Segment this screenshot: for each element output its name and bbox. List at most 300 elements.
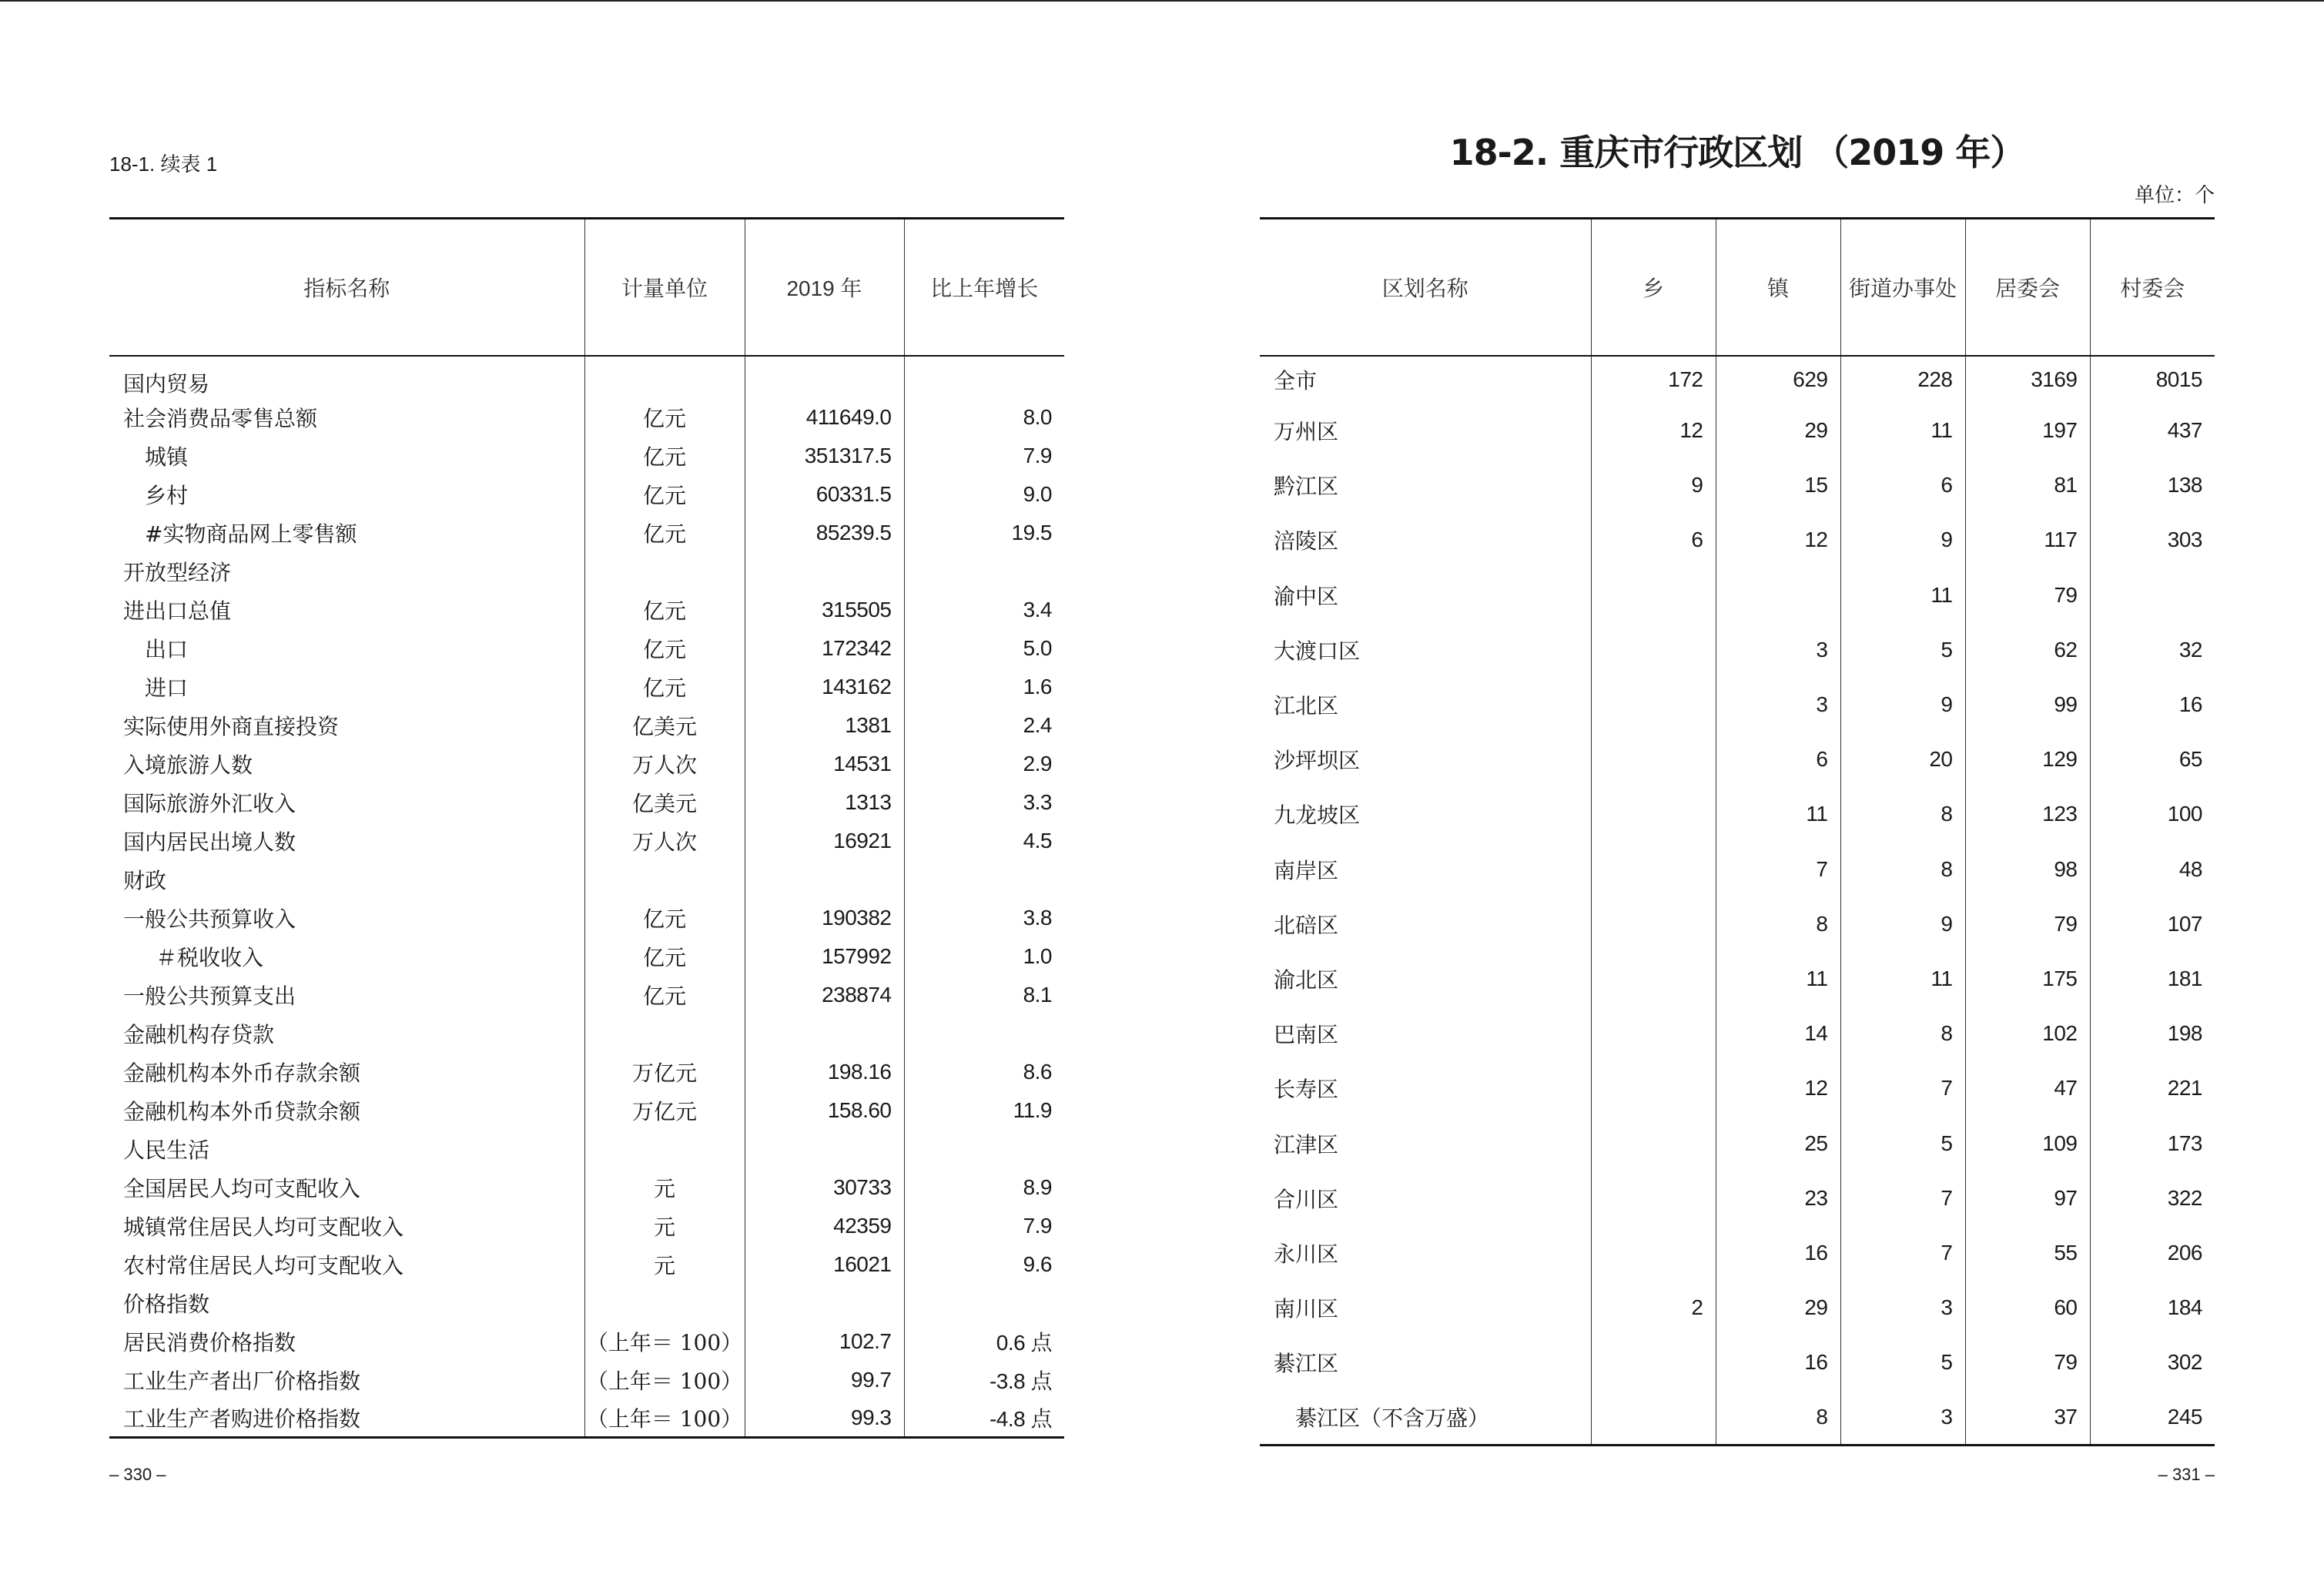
unit-cell: 亿元 <box>584 437 745 475</box>
town-cell: 11 <box>1716 787 1840 842</box>
subdistrict-cell: 11 <box>1840 404 1965 458</box>
table-row <box>109 1207 1064 1245</box>
unit-cell <box>584 356 745 398</box>
table-row <box>109 1168 1064 1207</box>
town-cell: 3 <box>1716 622 1840 677</box>
indicator-name-cell: 农村常住居民人均可支配收入 <box>123 1252 404 1278</box>
unit-cell: 亿元 <box>584 937 745 976</box>
value-cell: 16021 <box>745 1245 904 1284</box>
subdistrict-cell: 9 <box>1840 677 1965 732</box>
indicator-name-cell: 一般公共预算收入 <box>123 906 296 932</box>
growth-cell: 11.9 <box>904 1091 1064 1130</box>
table-row <box>109 475 1064 514</box>
table-row <box>1260 356 2215 404</box>
town-cell: 12 <box>1716 513 1840 568</box>
indicator-name-cell: 国内居民出境人数 <box>123 829 296 855</box>
growth-cell: 7.9 <box>904 437 1064 475</box>
township-cell <box>1591 1335 1716 1390</box>
residents-committee-cell: 37 <box>1965 1390 2090 1445</box>
unit-cell <box>584 1284 745 1322</box>
district-name-cell: 江津区 <box>1274 1131 1339 1157</box>
value-cell: 143162 <box>745 668 904 706</box>
unit-cell <box>584 1014 745 1053</box>
value-cell: 30733 <box>745 1168 904 1207</box>
subdistrict-cell: 5 <box>1840 622 1965 677</box>
town-cell: 8 <box>1716 1390 1840 1445</box>
growth-cell: 3.8 <box>904 899 1064 937</box>
table-row <box>109 629 1064 668</box>
table-continuation-label: 18-1. 续表 1 <box>109 152 218 176</box>
unit-cell: 元 <box>584 1168 745 1207</box>
table-row <box>109 860 1064 899</box>
growth-cell: 9.0 <box>904 475 1064 514</box>
value-cell <box>745 552 904 591</box>
township-cell <box>1591 732 1716 787</box>
indicator-name-cell: 国际旅游外汇收入 <box>123 790 296 816</box>
value-cell: 198.16 <box>745 1053 904 1091</box>
value-cell <box>745 1284 904 1322</box>
district-name-cell: 南岸区 <box>1274 857 1339 883</box>
table-row <box>1260 1281 2215 1335</box>
unit-cell: 万亿元 <box>584 1053 745 1091</box>
table-row <box>109 706 1064 745</box>
unit-cell: 亿元 <box>584 976 745 1014</box>
value-cell: 14531 <box>745 745 904 783</box>
village-committee-cell: 100 <box>2090 787 2215 842</box>
growth-cell <box>904 1284 1064 1322</box>
township-cell: 172 <box>1591 356 1716 404</box>
table-header-row <box>109 219 1064 356</box>
growth-cell <box>904 860 1064 899</box>
unit-cell <box>584 552 745 591</box>
subdistrict-cell: 228 <box>1840 356 1965 404</box>
table-row <box>109 1053 1064 1091</box>
table-row <box>1260 1061 2215 1116</box>
right-page <box>1260 0 2215 1588</box>
village-committee-cell: 138 <box>2090 458 2215 513</box>
subdistrict-cell: 7 <box>1840 1061 1965 1116</box>
subdistrict-cell: 3 <box>1840 1390 1965 1445</box>
table-row <box>109 783 1064 822</box>
residents-committee-cell: 123 <box>1965 787 2090 842</box>
village-committee-cell: 184 <box>2090 1281 2215 1335</box>
table-row <box>1260 1007 2215 1061</box>
growth-cell: 8.6 <box>904 1053 1064 1091</box>
growth-cell: 3.4 <box>904 591 1064 629</box>
residents-committee-cell: 175 <box>1965 951 2090 1006</box>
value-cell: 238874 <box>745 976 904 1014</box>
header-unit: 计量单位 <box>584 219 745 356</box>
district-name-cell: 九龙坡区 <box>1274 802 1361 829</box>
indicator-name-cell: ＃税收收入 <box>156 944 264 970</box>
header-indicator-name: 指标名称 <box>109 219 584 356</box>
residents-committee-cell: 79 <box>1965 896 2090 951</box>
growth-cell <box>904 552 1064 591</box>
district-table <box>1260 217 2215 1446</box>
unit-cell: （上年＝ 100） <box>584 1361 745 1399</box>
table-row <box>1260 842 2215 896</box>
unit-cell: 亿元 <box>584 629 745 668</box>
value-cell: 99.3 <box>745 1399 904 1438</box>
table-row <box>1260 513 2215 568</box>
district-name-cell: 南川区 <box>1274 1296 1339 1322</box>
header-growth: 比上年增长 <box>904 219 1064 356</box>
subdistrict-cell: 8 <box>1840 787 1965 842</box>
table-row <box>109 822 1064 860</box>
value-cell: 157992 <box>745 937 904 976</box>
village-committee-cell: 8015 <box>2090 356 2215 404</box>
unit-cell: 元 <box>584 1245 745 1284</box>
header-year-value: 2019 年 <box>745 219 904 356</box>
value-cell: 99.7 <box>745 1361 904 1399</box>
table-row <box>109 745 1064 783</box>
residents-committee-cell: 97 <box>1965 1171 2090 1225</box>
table-row <box>109 514 1064 552</box>
value-cell <box>745 356 904 398</box>
growth-cell: 5.0 <box>904 629 1064 668</box>
town-cell: 16 <box>1716 1335 1840 1390</box>
value-cell: 102.7 <box>745 1322 904 1361</box>
village-committee-cell: 181 <box>2090 951 2215 1006</box>
page-number-left: – 330 – <box>109 1465 166 1484</box>
district-name-cell: 綦江区（不含万盛） <box>1260 1390 1591 1445</box>
table-row <box>109 1399 1064 1438</box>
village-committee-cell: 322 <box>2090 1171 2215 1225</box>
growth-cell: 3.3 <box>904 783 1064 822</box>
header-district-name: 区划名称 <box>1260 219 1591 356</box>
table-row <box>109 1091 1064 1130</box>
table-row <box>109 1284 1064 1322</box>
table-row <box>109 398 1064 437</box>
district-name-cell: 万州区 <box>1274 419 1339 445</box>
subdistrict-cell: 9 <box>1840 896 1965 951</box>
table-row <box>109 1322 1064 1361</box>
district-name-cell: 巴南区 <box>1274 1022 1339 1048</box>
growth-cell: -3.8 点 <box>904 1361 1064 1399</box>
township-cell <box>1591 787 1716 842</box>
table-row <box>109 899 1064 937</box>
unit-cell: 亿元 <box>584 668 745 706</box>
unit-cell: （上年＝ 100） <box>584 1399 745 1438</box>
subdistrict-cell: 8 <box>1840 842 1965 896</box>
subdistrict-cell: 3 <box>1840 1281 1965 1335</box>
township-cell <box>1591 1171 1716 1225</box>
value-cell: 158.60 <box>745 1091 904 1130</box>
village-committee-cell: 65 <box>2090 732 2215 787</box>
township-cell <box>1591 568 1716 622</box>
residents-committee-cell: 47 <box>1965 1061 2090 1116</box>
growth-cell: 2.9 <box>904 745 1064 783</box>
district-name-cell: 沙坪坝区 <box>1274 748 1361 774</box>
district-name-cell: 合川区 <box>1274 1186 1339 1212</box>
residents-committee-cell: 117 <box>1965 513 2090 568</box>
table-row <box>1260 622 2215 677</box>
subdistrict-cell: 8 <box>1840 1007 1965 1061</box>
table-row <box>109 668 1064 706</box>
table-row <box>1260 1390 2215 1445</box>
township-cell <box>1591 1007 1716 1061</box>
growth-cell <box>904 1014 1064 1053</box>
township-cell: 2 <box>1591 1281 1716 1335</box>
village-committee-cell: 302 <box>2090 1335 2215 1390</box>
village-committee-cell <box>2090 568 2215 622</box>
residents-committee-cell: 62 <box>1965 622 2090 677</box>
table-row <box>1260 677 2215 732</box>
table-row <box>109 552 1064 591</box>
village-committee-cell: 303 <box>2090 513 2215 568</box>
residents-committee-cell: 79 <box>1965 568 2090 622</box>
value-cell: 172342 <box>745 629 904 668</box>
table-row <box>109 1361 1064 1399</box>
indicator-name-cell: 财政 <box>123 867 167 893</box>
table-row <box>1260 1335 2215 1390</box>
village-committee-cell: 198 <box>2090 1007 2215 1061</box>
township-cell <box>1591 842 1716 896</box>
header-subdistrict-office: 街道办事处 <box>1840 219 1965 356</box>
residents-committee-cell: 99 <box>1965 677 2090 732</box>
township-cell <box>1591 622 1716 677</box>
subdistrict-cell: 11 <box>1840 568 1965 622</box>
subdistrict-cell: 7 <box>1840 1225 1965 1280</box>
table-row <box>1260 1225 2215 1280</box>
left-page <box>109 0 1064 1588</box>
indicator-name-cell: #实物商品网上零售额 <box>145 521 357 547</box>
indicator-name-cell: 全国居民人均可支配收入 <box>123 1175 361 1201</box>
value-cell: 411649.0 <box>745 398 904 437</box>
district-name-cell: 长寿区 <box>1274 1077 1339 1103</box>
town-cell: 29 <box>1716 404 1840 458</box>
indicator-name-cell: 金融机构存贷款 <box>123 1021 275 1047</box>
town-cell: 8 <box>1716 896 1840 951</box>
town-cell: 629 <box>1716 356 1840 404</box>
township-cell <box>1591 1061 1716 1116</box>
growth-cell: 8.9 <box>904 1168 1064 1207</box>
page-title: 18-2. 重庆市行政区划 （2019 年） <box>1449 132 2025 173</box>
township-cell <box>1591 1225 1716 1280</box>
growth-cell: 1.0 <box>904 937 1064 976</box>
village-committee-cell: 245 <box>2090 1390 2215 1445</box>
value-cell: 60331.5 <box>745 475 904 514</box>
township-cell <box>1591 1116 1716 1171</box>
value-cell: 315505 <box>745 591 904 629</box>
unit-cell: 亿美元 <box>584 783 745 822</box>
town-cell <box>1716 568 1840 622</box>
indicator-name-cell: 实际使用外商直接投资 <box>123 713 340 739</box>
value-cell: 85239.5 <box>745 514 904 552</box>
unit-cell: 亿美元 <box>584 706 745 745</box>
indicator-name-cell: 工业生产者购进价格指数 <box>109 1399 584 1438</box>
residents-committee-cell: 81 <box>1965 458 2090 513</box>
value-cell <box>745 1130 904 1168</box>
residents-committee-cell: 129 <box>1965 732 2090 787</box>
unit-cell: 亿元 <box>584 398 745 437</box>
residents-committee-cell: 60 <box>1965 1281 2090 1335</box>
indicator-name-cell: 出口 <box>145 636 189 662</box>
header-residents-committee: 居委会 <box>1965 219 2090 356</box>
growth-cell: 7.9 <box>904 1207 1064 1245</box>
value-cell <box>745 860 904 899</box>
unit-cell: 亿元 <box>584 475 745 514</box>
header-village-committee: 村委会 <box>2090 219 2215 356</box>
subdistrict-cell: 5 <box>1840 1335 1965 1390</box>
town-cell: 11 <box>1716 951 1840 1006</box>
table-row <box>109 437 1064 475</box>
header-town: 镇 <box>1716 219 1840 356</box>
table-row <box>1260 1116 2215 1171</box>
district-name-cell: 永川区 <box>1274 1241 1339 1267</box>
town-cell: 12 <box>1716 1061 1840 1116</box>
indicator-name-cell: 乡村 <box>145 482 189 508</box>
indicator-name-cell: 金融机构本外币存款余额 <box>123 1060 361 1086</box>
growth-cell: 2.4 <box>904 706 1064 745</box>
value-cell: 1313 <box>745 783 904 822</box>
growth-cell: -4.8 点 <box>904 1399 1064 1438</box>
table-row <box>1260 568 2215 622</box>
unit-cell: （上年＝ 100） <box>584 1322 745 1361</box>
district-name-cell: 渝中区 <box>1274 583 1339 609</box>
growth-cell <box>904 356 1064 398</box>
township-cell: 6 <box>1591 513 1716 568</box>
page-number-right: – 331 – <box>2158 1465 2215 1484</box>
district-name-cell: 大渡口区 <box>1274 638 1361 664</box>
growth-cell <box>904 1130 1064 1168</box>
residents-committee-cell: 109 <box>1965 1116 2090 1171</box>
village-committee-cell: 107 <box>2090 896 2215 951</box>
district-name-cell: 綦江区 <box>1274 1351 1339 1377</box>
indicator-name-cell: 进出口总值 <box>123 598 232 624</box>
district-name-cell: 全市 <box>1274 368 1318 394</box>
residents-committee-cell: 79 <box>1965 1335 2090 1390</box>
table-header-row <box>1260 219 2215 356</box>
unit-cell: 万亿元 <box>584 1091 745 1130</box>
town-cell: 3 <box>1716 677 1840 732</box>
village-committee-cell: 206 <box>2090 1225 2215 1280</box>
indicator-name-cell: 进口 <box>145 675 189 701</box>
growth-cell: 1.6 <box>904 668 1064 706</box>
indicator-name-cell: 城镇 <box>145 444 189 470</box>
value-cell: 1381 <box>745 706 904 745</box>
unit-cell: 万人次 <box>584 745 745 783</box>
table-row <box>109 1130 1064 1168</box>
value-cell: 351317.5 <box>745 437 904 475</box>
residents-committee-cell: 98 <box>1965 842 2090 896</box>
indicator-name-cell: 开放型经济 <box>123 559 232 585</box>
indicator-name-cell: 城镇常住居民人均可支配收入 <box>123 1214 404 1240</box>
table-row <box>109 591 1064 629</box>
residents-committee-cell: 55 <box>1965 1225 2090 1280</box>
district-name-cell: 北碚区 <box>1274 912 1339 938</box>
unit-cell: 元 <box>584 1207 745 1245</box>
township-cell <box>1591 1390 1716 1445</box>
growth-cell: 0.6 点 <box>904 1322 1064 1361</box>
indicator-name-cell: 工业生产者出厂价格指数 <box>123 1368 361 1394</box>
table-row <box>109 976 1064 1014</box>
township-cell: 12 <box>1591 404 1716 458</box>
village-committee-cell: 437 <box>2090 404 2215 458</box>
unit-cell: 万人次 <box>584 822 745 860</box>
table-row <box>1260 458 2215 513</box>
value-cell: 190382 <box>745 899 904 937</box>
township-cell <box>1591 896 1716 951</box>
table-row <box>109 1014 1064 1053</box>
village-committee-cell: 32 <box>2090 622 2215 677</box>
table-row <box>1260 787 2215 842</box>
indicator-name-cell: 人民生活 <box>123 1137 210 1163</box>
township-cell <box>1591 677 1716 732</box>
growth-cell: 4.5 <box>904 822 1064 860</box>
indicator-table <box>109 217 1064 1439</box>
district-name-cell: 渝北区 <box>1274 967 1339 993</box>
subdistrict-cell: 5 <box>1840 1116 1965 1171</box>
town-cell: 25 <box>1716 1116 1840 1171</box>
subdistrict-cell: 7 <box>1840 1171 1965 1225</box>
growth-cell: 19.5 <box>904 514 1064 552</box>
table-row <box>1260 896 2215 951</box>
indicator-name-cell: 一般公共预算支出 <box>123 983 296 1009</box>
unit-cell: 亿元 <box>584 514 745 552</box>
town-cell: 29 <box>1716 1281 1840 1335</box>
growth-cell: 8.0 <box>904 398 1064 437</box>
town-cell: 14 <box>1716 1007 1840 1061</box>
table-row <box>109 1245 1064 1284</box>
table-row <box>1260 951 2215 1006</box>
indicator-name-cell: 国内贸易 <box>123 370 210 397</box>
unit-label: 单位：个 <box>2134 184 2215 207</box>
indicator-name-cell: 金融机构本外币贷款余额 <box>123 1098 361 1124</box>
village-committee-cell: 48 <box>2090 842 2215 896</box>
table-row <box>109 937 1064 976</box>
residents-committee-cell: 197 <box>1965 404 2090 458</box>
table-row <box>109 356 1064 398</box>
indicator-name-cell: 入境旅游人数 <box>123 752 253 778</box>
table-row <box>1260 404 2215 458</box>
unit-cell: 亿元 <box>584 591 745 629</box>
subdistrict-cell: 20 <box>1840 732 1965 787</box>
residents-committee-cell: 102 <box>1965 1007 2090 1061</box>
town-cell: 23 <box>1716 1171 1840 1225</box>
village-committee-cell: 221 <box>2090 1061 2215 1116</box>
unit-cell <box>584 1130 745 1168</box>
value-cell: 16921 <box>745 822 904 860</box>
indicator-name-cell: 价格指数 <box>123 1291 210 1317</box>
district-name-cell: 涪陵区 <box>1274 528 1339 554</box>
town-cell: 6 <box>1716 732 1840 787</box>
town-cell: 16 <box>1716 1225 1840 1280</box>
residents-committee-cell: 3169 <box>1965 356 2090 404</box>
value-cell: 42359 <box>745 1207 904 1245</box>
indicator-name-cell: 社会消费品零售总额 <box>123 405 318 431</box>
growth-cell: 9.6 <box>904 1245 1064 1284</box>
unit-cell: 亿元 <box>584 899 745 937</box>
header-township: 乡 <box>1591 219 1716 356</box>
township-cell: 9 <box>1591 458 1716 513</box>
unit-cell <box>584 860 745 899</box>
subdistrict-cell: 11 <box>1840 951 1965 1006</box>
subdistrict-cell: 6 <box>1840 458 1965 513</box>
table-row <box>1260 1171 2215 1225</box>
table-row <box>1260 732 2215 787</box>
town-cell: 15 <box>1716 458 1840 513</box>
value-cell <box>745 1014 904 1053</box>
township-cell <box>1591 951 1716 1006</box>
growth-cell: 8.1 <box>904 976 1064 1014</box>
village-committee-cell: 16 <box>2090 677 2215 732</box>
village-committee-cell: 173 <box>2090 1116 2215 1171</box>
indicator-name-cell: 居民消费价格指数 <box>123 1329 296 1355</box>
subdistrict-cell: 9 <box>1840 513 1965 568</box>
district-name-cell: 黔江区 <box>1274 474 1339 500</box>
town-cell: 7 <box>1716 842 1840 896</box>
